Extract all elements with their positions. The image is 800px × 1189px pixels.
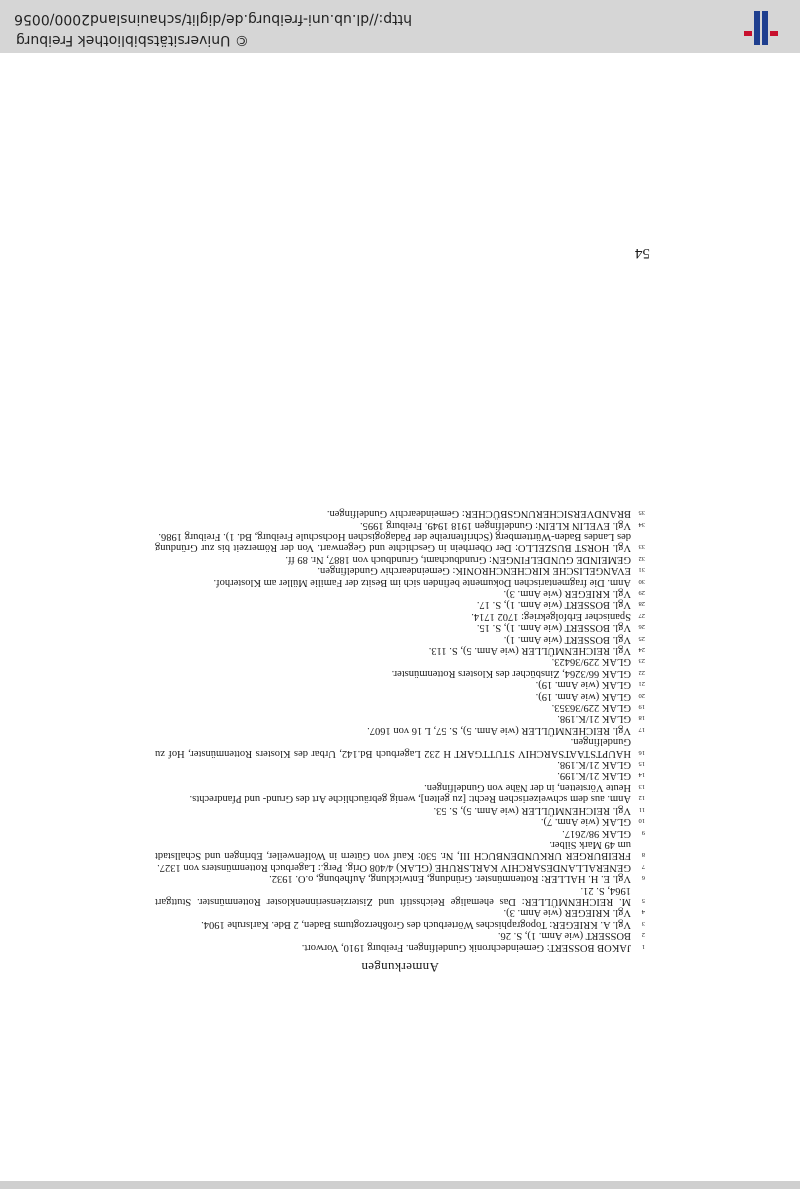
endnote-item: [155, 622, 645, 633]
endnote-text: GLAK 229/36353.: [551, 702, 631, 714]
endnote-text: GLAK 21/K.199.: [557, 770, 631, 782]
endnote-text: Vgl. REICHENMÜLLER (wie Anm. 5), S. 113.: [428, 645, 631, 657]
endnote-text: Vgl. REICHENMÜLLER (wie Anm. 5), S. 53.: [433, 804, 631, 816]
endnote-item: [155, 633, 645, 644]
endnote-item: [155, 736, 645, 759]
endnote-number: 35: [638, 509, 645, 517]
endnotes-list: [155, 508, 645, 953]
endnote-item: [155, 816, 645, 827]
document-url-link[interactable]: http://dl.ub.uni-freiburg.de/diglit/schauinsland2000/0056: [14, 11, 412, 27]
endnote-text: Vgl. BOSSERT (wie Anm. 1), S. 17.: [476, 599, 631, 611]
endnote-number: 1: [641, 942, 645, 950]
endnote-text: GLAK (wie Anm. 7).: [540, 816, 631, 828]
endnote-item: [155, 610, 645, 621]
endnote-number: 21: [638, 680, 645, 688]
endnote-item: [155, 588, 645, 599]
endnote-text: Vgl. BOSSERT (wie Anm. 1), S. 15.: [476, 622, 631, 634]
university-logo-icon: [738, 9, 778, 45]
endnote-item: [155, 553, 645, 564]
endnote-number: 16: [638, 748, 645, 756]
endnote-number: 33: [638, 543, 645, 551]
endnote-text: Anm. aus dem schweizerischen Recht: [zu gelten], wenig gebräuchliche Art des Grund- und Pfandrechts.: [189, 793, 631, 805]
endnote-number: 27: [638, 611, 645, 619]
endnote-number: 24: [638, 646, 645, 654]
endnote-text: BOSSERT (wie Anm. 1), S. 26.: [497, 930, 631, 942]
endnote-item: [155, 576, 645, 587]
endnote-text: EVANGELISCHE KIRCHENCHRONIK: Gemeindearchiv Gundelfingen.: [317, 565, 631, 577]
endnote-number: 30: [638, 577, 645, 585]
endnote-item: [155, 839, 645, 862]
endnote-text: Vgl. E. H. HALLER: Rottenmünster. Gründung, Entwicklung, Aufhebung, o.O. 1932.: [269, 873, 631, 885]
endnote-item: [155, 713, 645, 724]
endnote-text: GEMEINDE GUNDELFINGEN: Grundbuchamt, Grundbuch von 1887, Nr. 89 ff.: [285, 553, 631, 565]
endnote-number: 9: [641, 828, 645, 836]
endnote-item: [155, 565, 645, 576]
endnote-number: 14: [638, 771, 645, 779]
page-number: 54: [635, 245, 650, 261]
endnote-item: [155, 941, 645, 952]
endnote-number: 32: [638, 554, 645, 562]
endnote-text: GLAK 98/2617.: [562, 827, 631, 839]
endnote-text: Vgl. KRIEGER (wie Anm. 3).: [503, 907, 631, 919]
endnote-item: [155, 679, 645, 690]
endnote-item: [155, 918, 645, 929]
endnote-text: Spanischer Erbfolgekrieg: 1702 1714.: [471, 610, 631, 622]
endnote-item: [155, 804, 645, 815]
endnote-number: 19: [638, 703, 645, 711]
endnote-number: 34: [638, 520, 645, 528]
endnote-number: 2: [641, 931, 645, 939]
endnote-item: [155, 930, 645, 941]
endnote-number: 29: [638, 589, 645, 596]
endnote-item: [155, 702, 645, 713]
endnote-number: 6: [641, 874, 645, 882]
endnote-text: GLAK (wie Anm. 19).: [535, 679, 631, 691]
endnote-number: 13: [638, 782, 645, 790]
endnotes-section: [155, 508, 645, 973]
endnote-number: 8: [641, 851, 645, 859]
endnote-item: [155, 861, 645, 872]
endnote-number: 26: [638, 623, 645, 631]
endnote-number: 10: [638, 817, 645, 825]
endnote-text: GLAK (wie Anm. 19).: [535, 690, 631, 702]
endnote-text: HAUPTSTAATSARCHIV STUTTGART H 232 Lagerbuch Bd.142, Urbar des Klosters Rottenmünster, Hof zu Gundelfingen.: [155, 736, 631, 759]
endnote-number: 17: [638, 725, 645, 733]
endnote-item: [155, 519, 645, 530]
endnote-number: 18: [638, 714, 645, 722]
endnote-item: [155, 645, 645, 656]
endnote-text: Vgl. KRIEGER (wie Anm. 3).: [503, 588, 631, 599]
endnote-number: 23: [638, 657, 645, 665]
endnote-text: GENERALLANDESARCHIV KARLSRUHE (GLAK) 4/408 Orig. Perg.: Lagerbuch Rottenmünsters von 1327.: [157, 861, 631, 873]
endnote-number: 11: [638, 805, 645, 813]
endnote-item: [155, 667, 645, 678]
footer-bar: [0, 0, 800, 53]
endnote-item: [155, 782, 645, 793]
endnote-text: JAKOB BOSSERT: Gemeindechronik Gundelfingen. Freiburg 1910, Vorwort.: [301, 941, 631, 953]
viewer-top-strip: [0, 1181, 800, 1189]
endnotes-title: Anmerkungen: [361, 960, 439, 975]
endnote-text: GLAK 229/36423.: [551, 656, 631, 668]
endnote-number: 25: [638, 634, 645, 642]
endnote-item: [155, 827, 645, 838]
endnote-item: [155, 690, 645, 701]
endnote-number: 28: [638, 600, 645, 608]
endnote-text: Vgl. REICHENMÜLLER (wie Anm. 5), S. 57, L 16 von 1607.: [367, 724, 631, 736]
endnote-text: GLAK 66/3264, Zinsbücher des Klosters Rottenmünster.: [391, 667, 631, 679]
endnote-text: FREIBURGER URKUNDENBUCH III, Nr. 530: Kauf von Gütern in Wolfenweiler, Ebringen und Schallstadt um 49 Mark Silber.: [155, 838, 631, 862]
endnote-number: 3: [641, 919, 645, 927]
endnote-item: [155, 724, 645, 735]
endnote-number: 31: [638, 566, 645, 574]
endnote-text: BRANDVERSICHERUNGSBÜCHER: Gemeindearchiv Gundelfingen.: [326, 508, 631, 520]
endnote-number: 22: [638, 668, 645, 676]
endnote-text: M. REICHENMÜLLER: Das ehemalige Reichsstift und Zisterzienserinnenkloster Rottenmünster. Stuttgart 1964, S. 21.: [155, 884, 631, 907]
endnote-number: 12: [638, 794, 645, 802]
endnote-text: Heute Vörstetten, in der Nähe von Gundelfingen.: [424, 781, 631, 793]
endnote-item: [155, 508, 645, 519]
endnote-text: Vgl. A. KRIEGER: Topographisches Wörterbuch des Großherzogtums Baden, 2 Bde. Karlsruhe 1904.: [201, 918, 631, 930]
endnote-number: 4: [641, 908, 645, 916]
endnote-text: Anm. Die fragmentarischen Dokumente befinden sich im Besitz der Familie Müller am Klosterhof.: [213, 576, 631, 588]
endnote-item: [155, 907, 645, 918]
endnote-number: 15: [638, 760, 645, 768]
endnote-item: [155, 599, 645, 610]
endnote-item: [155, 770, 645, 781]
copyright-text: © Universitätsbibliothek Freiburg: [16, 32, 249, 48]
endnote-number: 7: [641, 862, 645, 870]
endnote-item: [155, 531, 645, 554]
endnote-item: [155, 759, 645, 770]
endnote-number: 5: [641, 896, 645, 904]
endnote-item: [155, 873, 645, 884]
endnote-item: [155, 884, 645, 907]
endnote-text: GLAK 21/K.198.: [557, 759, 631, 771]
endnote-text: Vgl. EVELIN KLEIN: Gundelfingen 1918 1949. Freiburg 1995.: [359, 519, 631, 531]
endnote-text: Vgl. HORST BUSZELLO: Der Oberrhein in Geschichte und Gegenwart. Von der Römerzeit bis zur Gründung des Landes Baden-Württemberg (Schriftenreihe der Pädagogischen Hochschule Freiburg, Bd. 1). Freiburg 1986.: [155, 530, 631, 554]
endnote-text: Vgl. BOSSERT (wie Anm. 1).: [503, 633, 631, 645]
endnote-item: [155, 793, 645, 804]
endnote-number: 20: [638, 691, 645, 699]
endnote-text: GLAK 21/K.198.: [557, 713, 631, 725]
endnote-item: [155, 656, 645, 667]
